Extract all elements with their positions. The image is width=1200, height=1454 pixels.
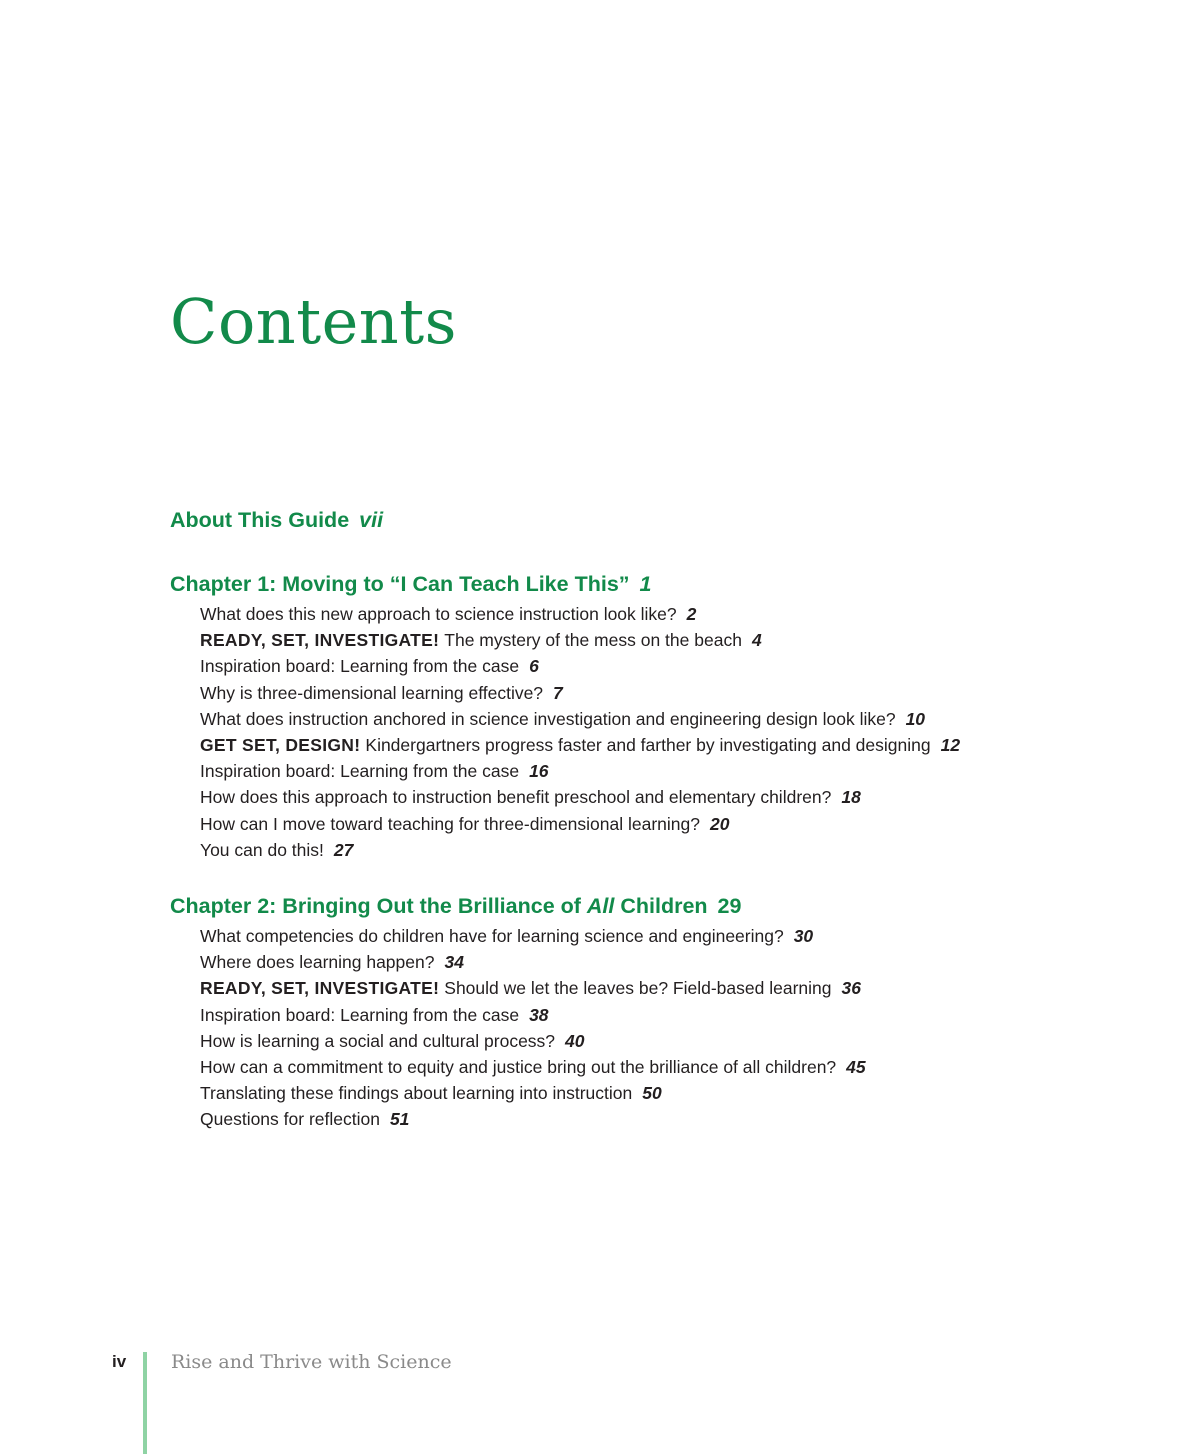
- chapter-2-page: 29: [717, 894, 742, 919]
- toc-entry-page: 36: [841, 978, 861, 999]
- toc-entry-text: Kindergartners progress faster and farther by investigating and designing: [365, 735, 931, 756]
- toc-entry[interactable]: [200, 1106, 1170, 1132]
- toc-entry-page: 20: [710, 813, 730, 834]
- running-title: Rise and Thrive with Science: [171, 1351, 452, 1373]
- toc-entry-page: 7: [553, 682, 563, 703]
- toc-entry-page: 16: [529, 761, 549, 782]
- toc-entry-page: 38: [529, 1004, 549, 1025]
- toc-entry-tag: READY, SET, INVESTIGATE!: [200, 978, 440, 999]
- chapter-2-title-end: Children: [614, 894, 708, 919]
- chapter-2-title-emphasis: All: [586, 894, 615, 919]
- toc-entry-page: 2: [686, 604, 697, 624]
- toc-entry[interactable]: [200, 811, 1170, 837]
- toc-entry-page: 6: [529, 656, 539, 677]
- chapter-1-page: 1: [639, 572, 652, 596]
- toc-entry-page: 51: [389, 1109, 410, 1130]
- toc-entry-text: How can I move toward teaching for three-dimensional learning?: [200, 813, 700, 834]
- toc-entry-tag: READY, SET, INVESTIGATE!: [200, 630, 440, 651]
- toc-entry-text: What does instruction anchored in science investigation and engineering design look like?: [200, 708, 896, 729]
- toc-entry-page: 30: [793, 926, 814, 947]
- toc-entry[interactable]: [200, 601, 1170, 627]
- toc-chapter-1: [170, 567, 1170, 863]
- toc-about-heading[interactable]: [170, 503, 1170, 537]
- toc-entry-text: Inspiration board: Learning from the case: [200, 761, 520, 782]
- toc-entry[interactable]: [200, 975, 1170, 1001]
- toc-entry[interactable]: [200, 1054, 1170, 1080]
- footer-divider: [143, 1352, 147, 1454]
- chapter-1-heading[interactable]: [170, 567, 1170, 601]
- toc-entry-text: What does this new approach to science instruction look like?: [200, 604, 677, 624]
- toc-entry-text: Where does learning happen?: [200, 952, 435, 973]
- chapter-2-title-start: Chapter 2: Bringing Out the Brilliance of: [170, 894, 587, 919]
- toc-entry[interactable]: [200, 706, 1170, 732]
- toc-entry[interactable]: [200, 837, 1170, 863]
- toc-entry-text: How can a commitment to equity and justice bring out the brilliance of all children?: [200, 1057, 837, 1078]
- toc-entry-page: 34: [444, 952, 464, 973]
- toc-entry-text: Why is three-dimensional learning effective?: [200, 682, 544, 703]
- chapter-2-heading[interactable]: [170, 889, 1170, 923]
- toc-entry[interactable]: [200, 758, 1170, 784]
- toc-entry-page: 40: [565, 1030, 585, 1051]
- toc-entry-page: 50: [642, 1083, 662, 1104]
- toc-entry-text: How is learning a social and cultural process?: [200, 1030, 556, 1051]
- toc-entry[interactable]: [200, 653, 1170, 679]
- toc-entry-tag: GET SET, DESIGN!: [200, 735, 361, 756]
- toc-entry-text: How does this approach to instruction benefit preschool and elementary children?: [200, 787, 832, 808]
- toc-entry-text: Inspiration board: Learning from the case: [200, 656, 520, 677]
- toc-entry[interactable]: [200, 1002, 1170, 1028]
- toc-entry-page: 45: [846, 1057, 866, 1078]
- toc-chapter-2: [170, 889, 1170, 1133]
- toc-about-page: vii: [359, 508, 384, 532]
- toc-about-label: About This Guide: [170, 508, 350, 532]
- chapter-1-entries: [170, 601, 1170, 863]
- toc-entry-page: 12: [940, 735, 961, 756]
- toc-entry-text: Questions for reflection: [200, 1109, 380, 1130]
- toc-entry-text: The mystery of the mess on the beach: [444, 630, 742, 651]
- toc-entry-page: 27: [333, 839, 354, 860]
- toc-entry[interactable]: [200, 1080, 1170, 1106]
- table-of-contents: [170, 503, 1170, 1159]
- toc-entry[interactable]: [200, 923, 1170, 949]
- toc-entry[interactable]: [200, 627, 1170, 653]
- toc-entry-page: 4: [751, 630, 762, 651]
- toc-entry-text: Should we let the leaves be? Field-based learning: [444, 978, 832, 999]
- chapter-1-title: Chapter 1: Moving to “I Can Teach Like This”: [170, 572, 630, 596]
- toc-entry-text: You can do this!: [200, 839, 324, 860]
- toc-entry[interactable]: [200, 732, 1170, 758]
- toc-entry[interactable]: [200, 949, 1170, 975]
- page-number: iv: [112, 1352, 127, 1371]
- toc-entry-text: Inspiration board: Learning from the case: [200, 1004, 520, 1025]
- toc-entry-page: 18: [841, 787, 861, 808]
- toc-entry[interactable]: [200, 1028, 1170, 1054]
- page-title: Contents: [170, 285, 457, 358]
- chapter-2-entries: [170, 923, 1170, 1133]
- toc-entry-text: Translating these findings about learning into instruction: [200, 1083, 633, 1104]
- toc-entry-page: 10: [905, 708, 926, 729]
- toc-entry-text: What competencies do children have for learning science and engineering?: [200, 926, 784, 947]
- toc-entry[interactable]: [200, 680, 1170, 706]
- toc-entry[interactable]: [200, 784, 1170, 810]
